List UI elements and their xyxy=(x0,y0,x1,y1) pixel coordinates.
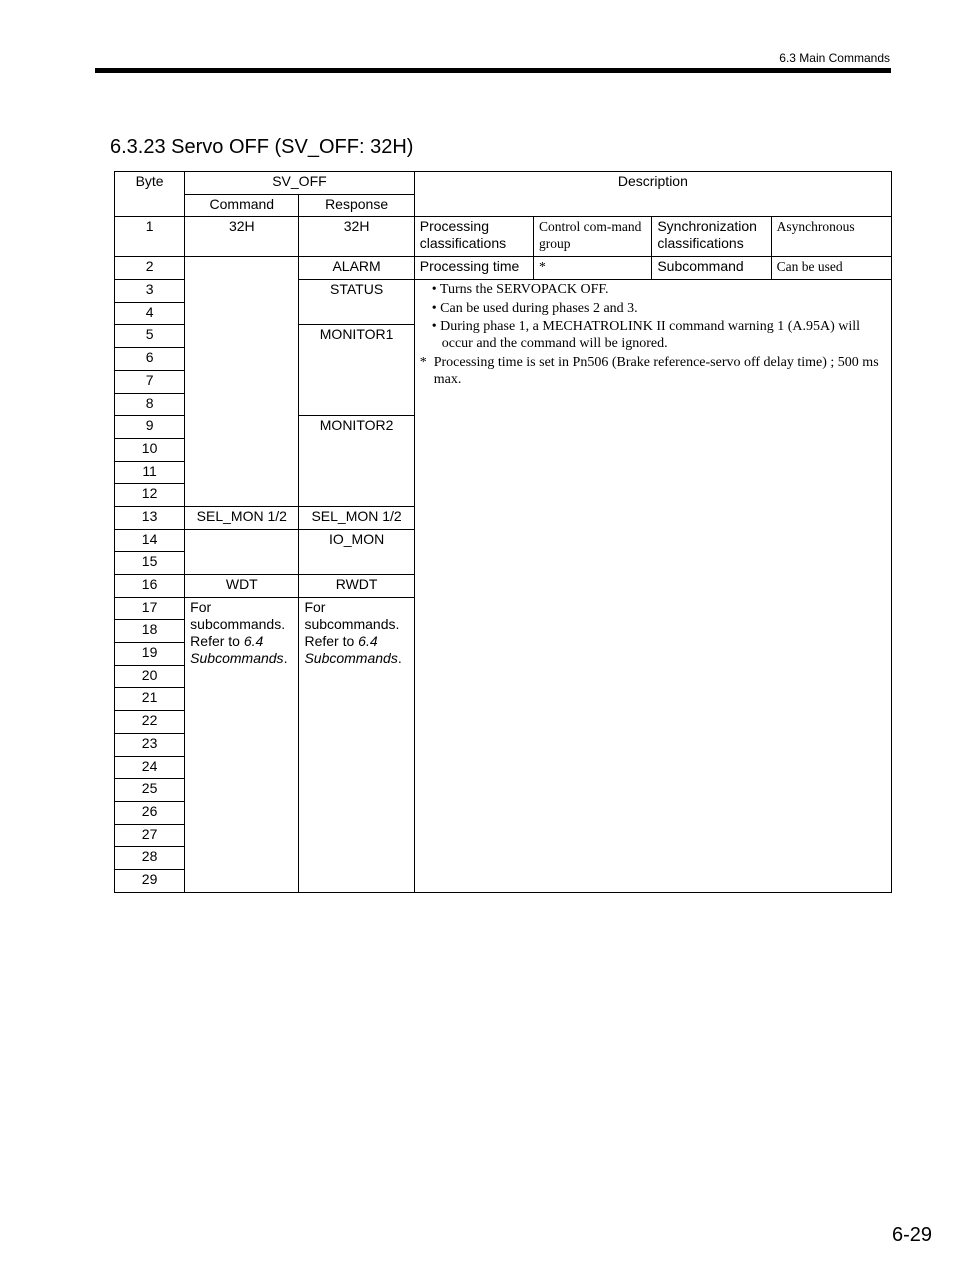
running-header: 6.3 Main Commands xyxy=(779,51,890,65)
monitor2-cell: MONITOR2 xyxy=(299,416,414,507)
command-subcommand-cell: For subcommands. Refer to 6.4 Subcommands. xyxy=(185,597,299,892)
processing-time-label: Processing time xyxy=(414,257,533,280)
byte-cell: 2 xyxy=(115,257,185,280)
byte-header: Byte xyxy=(115,172,185,217)
byte-cell: 25 xyxy=(115,779,185,802)
sel-mon-response-cell: SEL_MON 1/2 xyxy=(299,506,414,529)
processing-class-label: Processing classifications xyxy=(414,217,533,257)
processing-time-note: * Processing time is set in Pn506 (Brake reference-servo off delay time) ; 500 ms max. xyxy=(419,354,879,387)
status-cell: STATUS xyxy=(299,280,414,325)
byte-cell: 1 xyxy=(115,217,185,257)
byte-cell: 26 xyxy=(115,801,185,824)
byte-cell: 21 xyxy=(115,688,185,711)
byte-cell: 27 xyxy=(115,824,185,847)
byte-cell: 16 xyxy=(115,575,185,598)
byte-cell: 3 xyxy=(115,280,185,303)
byte-cell: 23 xyxy=(115,733,185,756)
header-rule xyxy=(95,68,891,73)
command-code-cell: 32H xyxy=(185,217,299,257)
byte-cell: 8 xyxy=(115,393,185,416)
command-reserved-cell xyxy=(185,257,299,507)
sel-mon-command-cell: SEL_MON 1/2 xyxy=(185,506,299,529)
section-title: 6.3.23 Servo OFF (SV_OFF: 32H) xyxy=(110,136,414,158)
byte-cell: 5 xyxy=(115,325,185,348)
byte-cell: 13 xyxy=(115,506,185,529)
byte-cell: 9 xyxy=(115,416,185,439)
alarm-cell: ALARM xyxy=(299,257,414,280)
byte-cell: 15 xyxy=(115,552,185,575)
monitor1-cell: MONITOR1 xyxy=(299,325,414,416)
byte-cell: 19 xyxy=(115,643,185,666)
subcommand-value: Can be used xyxy=(771,257,891,280)
byte-cell: 18 xyxy=(115,620,185,643)
byte-cell: 29 xyxy=(115,869,185,892)
subcommand-label: Subcommand xyxy=(652,257,771,280)
byte-cell: 12 xyxy=(115,484,185,507)
command-reserved-cell xyxy=(185,529,299,574)
sync-class-value: Asynchronous xyxy=(771,217,891,257)
description-header: Description xyxy=(414,172,891,217)
byte-cell: 6 xyxy=(115,348,185,371)
sync-class-label: Synchronization classifications xyxy=(652,217,771,257)
byte-cell: 24 xyxy=(115,756,185,779)
byte-cell: 17 xyxy=(115,597,185,620)
byte-cell: 4 xyxy=(115,302,185,325)
byte-cell: 11 xyxy=(115,461,185,484)
response-code-cell: 32H xyxy=(299,217,414,257)
byte-cell: 22 xyxy=(115,711,185,734)
byte-cell: 14 xyxy=(115,529,185,552)
wdt-cell: WDT xyxy=(185,575,299,598)
byte-cell: 7 xyxy=(115,370,185,393)
sv-off-header: SV_OFF xyxy=(185,172,415,195)
io-mon-cell: IO_MON xyxy=(299,529,414,574)
response-subcommand-cell: For subcommands. Refer to 6.4 Subcommands. xyxy=(299,597,414,892)
command-table xyxy=(114,171,892,893)
byte-cell: 28 xyxy=(115,847,185,870)
description-notes xyxy=(414,280,891,893)
processing-class-value: Control com-mand group xyxy=(534,217,652,257)
note-item: • Turns the SERVOPACK OFF. xyxy=(431,282,609,298)
byte-cell: 20 xyxy=(115,665,185,688)
note-item: • During phase 1, a MECHATROLINK II command warning 1 (A.95A) will occur and the command will be ignored. xyxy=(431,319,861,352)
page-number: 6-29 xyxy=(891,1224,932,1246)
note-item: • Can be used during phases 2 and 3. xyxy=(431,300,638,316)
rwdt-cell: RWDT xyxy=(299,575,414,598)
response-header: Response xyxy=(299,194,414,217)
command-header: Command xyxy=(185,194,299,217)
processing-time-value: * xyxy=(534,257,652,280)
byte-cell: 10 xyxy=(115,438,185,461)
